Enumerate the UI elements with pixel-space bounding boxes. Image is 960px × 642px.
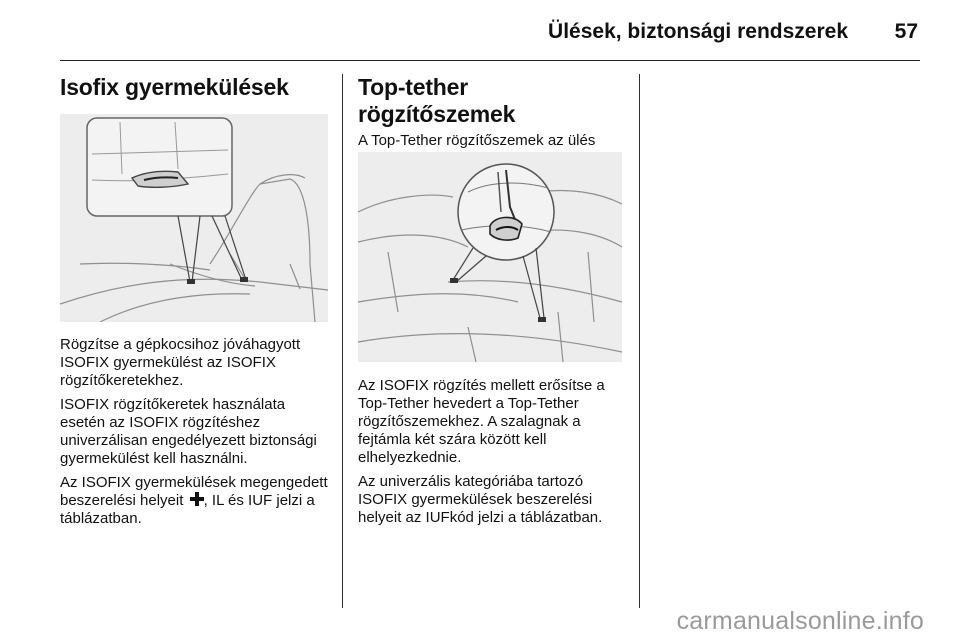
plus-icon (190, 492, 204, 506)
isofix-seat-illustration (60, 114, 328, 322)
isofix-section (60, 74, 332, 101)
column-divider-1 (342, 74, 343, 608)
isofix-paragraph-1: Rögzítse a gépkocsihoz jóváhagyott ISOFIX gyermekülést az ISOFIX rögzítőkeretekhez. (60, 336, 301, 389)
isofix-paragraph-3-start: Az ISOFIX gyermekülések megengedett beszerelési helyeit (60, 474, 328, 509)
top-tether-heading: Top-tether rögzítőszemek (358, 74, 516, 127)
top-tether-intro: A Top-Tether rögzítőszemek az ülés (358, 132, 596, 149)
isofix-paragraph-2: ISOFIX rögzítőkeretek használata esetén az ISOFIX rögzítéshez univerzálisan engedélyezett biztonsági gyermekülést kell használni. (60, 396, 317, 467)
page-header-title: Ülések, biztonsági rendszerek (548, 20, 848, 43)
top-tether-text (358, 377, 630, 533)
top-tether-paragraph-1: Az ISOFIX rögzítés mellett erősítse a Top-Tether hevedert a Top-Tether rögzítőszemekhez. A szalagnak a fejtámla két szára között kell elhelyezkednie. (358, 377, 605, 466)
page-number: 57 (894, 20, 918, 43)
isofix-heading: Isofix gyermekülések (60, 74, 289, 100)
isofix-text (60, 336, 332, 534)
watermark: carmanualsonline.info (676, 607, 924, 635)
top-tether-illustration (358, 152, 622, 362)
top-tether-paragraph-2: Az univerzális kategóriába tartozó ISOFIX gyermekülések beszerelési helyeit az IUFkód jelzi a táblázatban. (358, 473, 603, 526)
isofix-paragraph-3-end: , IL és IUF jelzi a táblázatban. (60, 492, 315, 527)
header-rule (60, 60, 920, 61)
column-divider-2 (639, 74, 640, 608)
isofix-paragraph-3 (60, 474, 332, 528)
